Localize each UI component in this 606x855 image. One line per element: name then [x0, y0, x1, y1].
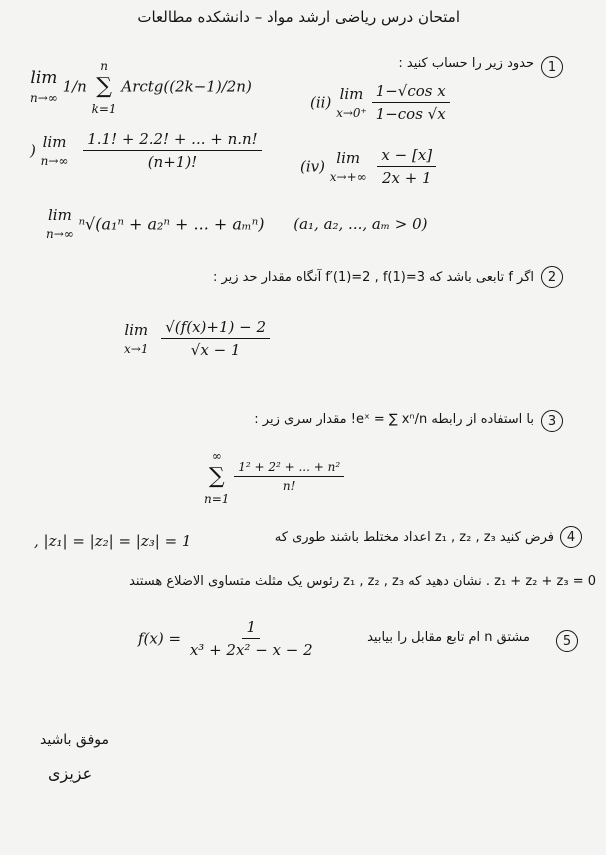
ii-numerator: 1−√cos x [372, 82, 450, 103]
question-number-4: 4 [560, 526, 582, 548]
q3-numerator: 1² + 2² + ... + n² [234, 460, 344, 477]
arctg-expr: Arctg((2k−1)/2n) [121, 77, 252, 96]
q5-text: مشتق n ام تابع مقابل را بیابید [367, 630, 530, 645]
coef: 1/n [62, 77, 87, 96]
question-number-3: 3 [541, 410, 563, 432]
q4-condition: , |z₁| = |z₂| = |z₃| = 1 [34, 532, 192, 550]
q3-text: با استفاده از رابطه eˣ = ∑ xⁿ/n! مقدار سری زیر : [254, 412, 534, 427]
q5-numerator: 1 [242, 618, 260, 639]
positivity-condition: (a₁, a₂, ..., aₘ > 0) [293, 215, 428, 233]
iii-denominator: (n+1)! [147, 153, 198, 171]
q3-denominator: n! [282, 479, 296, 493]
sigma-symbol: ∑ [208, 464, 225, 489]
ii-denominator: 1−cos √x [375, 105, 446, 123]
q5-function: f(x) = $\frac{1}{\text{x³ + 2x² − x − 2}}$ [138, 618, 317, 659]
q2-numerator: √(f(x)+1) − 2 [161, 318, 270, 339]
question-number-2: 2 [541, 266, 563, 288]
q3-series-sum: ∞ ∑ n=1 $\frac{\text{1² + 2² + ... + n²}}{n!}$ [204, 446, 344, 507]
q1-part-iv: (iv) lim x→+∞ $\frac{x - [x]}{2x + 1}$ [300, 146, 436, 187]
iv-numerator: x − [x] [377, 146, 436, 167]
q2-limit: lim x→1 $\frac{√(f(x)+1) - 2}{√x - 1}$ [124, 318, 270, 359]
q1-part-v: lim n→∞ ⁿ√(a₁ⁿ + a₂ⁿ + ... + aₘⁿ) (a₁, a₂, ..., aₘ > 0) [46, 206, 428, 241]
q1-part-iii: ) lim n→∞ $\frac{1.1! + 2.2! + ... + n.n!}{(n+1)!}$ [30, 130, 262, 171]
q4-text-line2: z₁ + z₂ + z₃ = 0 . نشان دهید که z₁ , z₂ , z₃ رئوس یک مثلث متساوی الاضلاع هستند [129, 574, 596, 589]
exam-header: امتحان درس ریاضی ارشد مواد – دانشکده مطالعات [137, 8, 460, 26]
q1-instruction: حدود زیر را حساب کنید : [398, 56, 534, 71]
question-number-5: 5 [556, 630, 578, 652]
q1-part-ii: (ii) lim x→0⁺ $\frac{\text{1−√cos x}}{1-\cos √x}$ [310, 82, 450, 123]
signature: عزیزی [48, 764, 93, 783]
q1-part-i: lim n→∞ 1/n n ∑ k=1 Arctg((2k−1)/2n) [30, 59, 252, 116]
lim-symbol: lim [30, 67, 58, 88]
sigma-symbol: ∑ [96, 74, 112, 99]
iii-numerator: 1.1! + 2.2! + ... + n.n! [83, 130, 262, 151]
question-number-1: 1 [541, 56, 563, 78]
q2-denominator: √x − 1 [190, 341, 241, 359]
q4-text-line1: فرض کنید z₁ , z₂ , z₃ اعداد مختلط باشند طوری که [274, 530, 554, 545]
iv-denominator: 2x + 1 [381, 169, 432, 187]
q5-denominator: x³ + 2x² − x − 2 [189, 641, 313, 659]
closing-wish: موفق باشید [40, 732, 110, 748]
q2-text: اگر f تابعی باشد که f′(1)=2 , f(1)=3 آنگاه مقدار حد زیر : [212, 270, 534, 285]
nth-root-expr: ⁿ√(a₁ⁿ + a₂ⁿ + ... + aₘⁿ) [78, 214, 265, 234]
